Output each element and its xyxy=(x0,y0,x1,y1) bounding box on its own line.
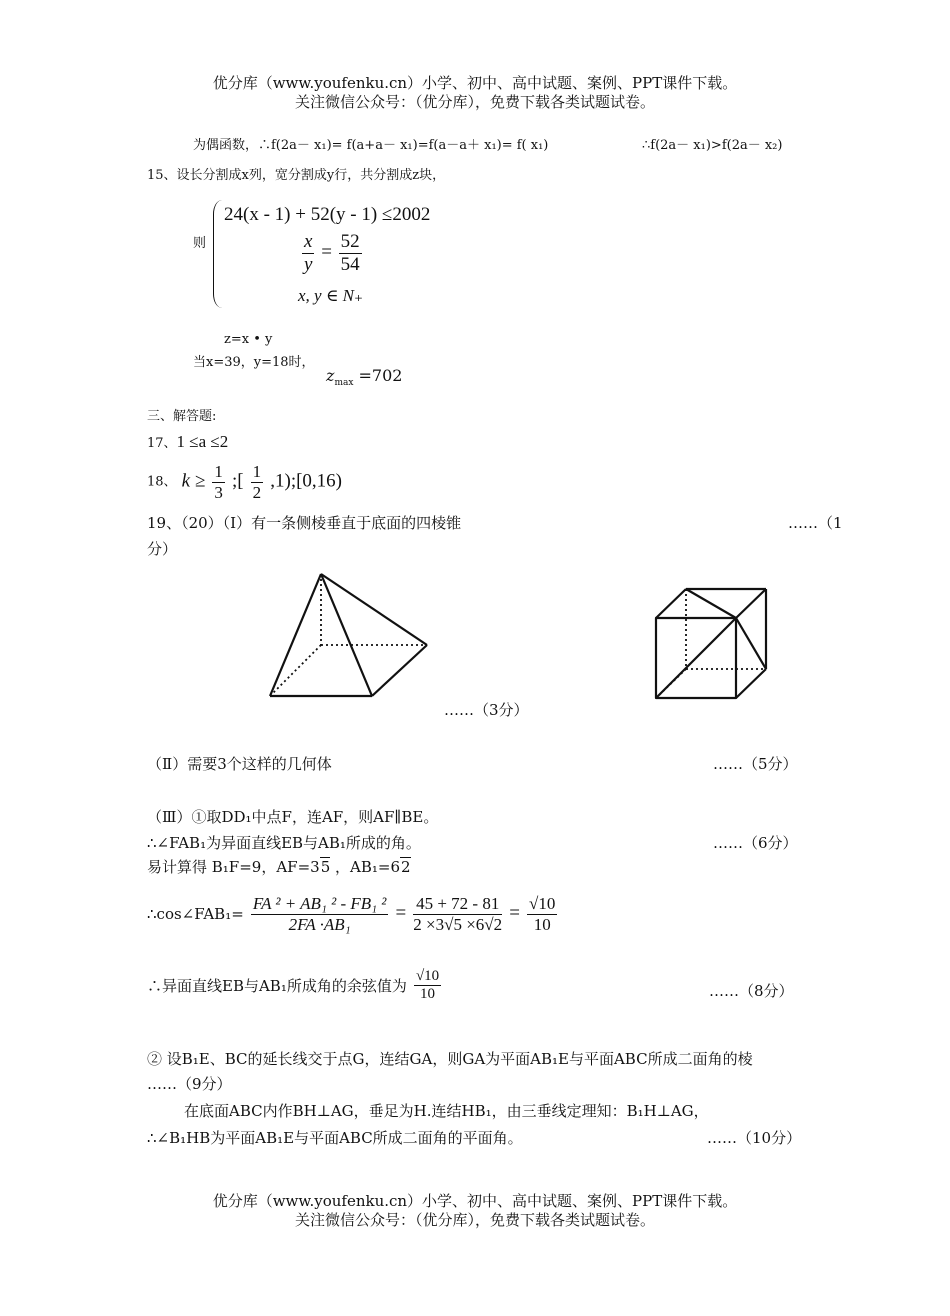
footer-line-1: 优分库（www.youfenku.cn）小学、初中、高中试题、案例、PPT课件下载。 xyxy=(212,1192,738,1210)
cube-hidden-edge xyxy=(656,669,686,698)
system-eq-1: 24(x - 1) + 52(y - 1) ≤2002 xyxy=(224,204,431,225)
eq2-num: x xyxy=(304,231,313,252)
eq2-eq: = xyxy=(321,241,332,263)
q17 xyxy=(147,432,228,452)
q15-when: 当x=39，y=18时， xyxy=(193,355,315,370)
cube-diagonal xyxy=(656,618,736,698)
system-eq-2 xyxy=(300,231,364,276)
part-3-line-1: （Ⅲ）①取DD₁中点F，连AF，则AF∥BE。 xyxy=(147,808,439,826)
pyramid-edge xyxy=(372,645,427,696)
q19-line-1: 19、（20）（Ⅰ）有一条侧棱垂直于底面的四棱锥 xyxy=(147,514,462,532)
score-6: ……（6分） xyxy=(713,834,798,852)
q18-tail: ,1);[0,16) xyxy=(270,470,343,492)
q18-f1-den: 3 xyxy=(214,482,223,502)
score-8: ……（8分） xyxy=(709,982,794,1000)
calc-sqrt-5: 5 xyxy=(320,858,331,876)
cube-edge xyxy=(656,589,686,618)
q17-label: 17、 xyxy=(147,436,177,451)
system-brace xyxy=(213,200,223,308)
zmax-sub: max xyxy=(334,378,354,389)
cube-diagonal xyxy=(736,618,766,669)
q14-tail-right: ∴f(2a－ x₁)>f(2a－ x₂) xyxy=(642,138,783,153)
cos-label: ∴cos∠FAB₁= xyxy=(147,905,244,924)
q17-expr: 1 ≤a ≤2 xyxy=(176,432,229,451)
eq2-rnum: 52 xyxy=(340,231,360,252)
score-9: ……（9分） xyxy=(147,1075,232,1093)
cube-diagonal xyxy=(686,589,736,618)
z-definition: z=x • y xyxy=(224,332,273,347)
cos-den-2: 2 ×3√5 ×6√2 xyxy=(413,914,503,934)
score-1b: 分） xyxy=(147,540,178,558)
part-2: （Ⅱ）需要3个这样的几何体 xyxy=(147,755,332,773)
answer-den: 10 xyxy=(420,986,436,1003)
answer-num: √10 xyxy=(414,968,441,986)
cos-den-3: 10 xyxy=(533,914,551,934)
cube-figure xyxy=(648,582,773,707)
score-5: ……（5分） xyxy=(713,755,798,773)
part-3-line-2: ∴∠FAB₁为异面直线EB与AB₁所成的角。 xyxy=(147,834,421,852)
score-3: ……（3分） xyxy=(444,701,529,719)
cos-eq: = xyxy=(395,902,407,924)
cube-edge xyxy=(736,669,766,698)
part-4-line-1: ② 设B₁E、BC的延长线交于点G，连结GA，则GA为平面AB₁E与平面ABC所成二面角的棱 xyxy=(147,1050,753,1068)
pyramid-figure xyxy=(260,565,440,705)
part-4-line-3: ∴∠B₁HB为平面AB₁E与平面ABC所成二面角的平面角。 xyxy=(147,1129,523,1147)
cos-formula xyxy=(147,894,559,934)
q18-k: k ≥ xyxy=(181,470,206,492)
section-3-title: 三、解答题: xyxy=(147,409,217,424)
eq2-den: y xyxy=(304,253,313,275)
cube-edge xyxy=(736,589,766,618)
pyramid-edge xyxy=(270,574,321,696)
zmax-expression xyxy=(326,366,402,389)
header-line-2: 关注微信公众号：（优分库），免费下载各类试题试卷。 xyxy=(294,93,655,111)
eq2-rden: 54 xyxy=(340,253,360,275)
q18-f2-den: 2 xyxy=(252,482,262,502)
calc-line xyxy=(147,858,411,876)
cos-answer-line xyxy=(147,968,443,1004)
q18-mid: ;[ xyxy=(231,470,244,492)
calc-part-a: 易计算得 B₁F=9，AF=3 xyxy=(147,858,320,876)
q18-f2-num: 1 xyxy=(252,462,262,481)
q15-intro: 15、设长分割成x列，宽分割成y行，共分割成z块， xyxy=(147,168,446,183)
header-line-1: 优分库（www.youfenku.cn）小学、初中、高中试题、案例、PPT课件下载。 xyxy=(212,74,738,92)
q18-label: 18、 xyxy=(147,474,177,490)
q15-ze: 则 xyxy=(193,236,207,251)
q18 xyxy=(147,462,342,502)
part-4-line-2: 在底面ABC内作BH⊥AG，垂足为H.连结HB₁，由三垂线定理知：B₁H⊥AG， xyxy=(184,1102,709,1120)
cos-num-3: √10 xyxy=(529,894,556,913)
cos-eq-2: = xyxy=(509,902,520,924)
cos-num: FA ² + AB₁ ² - FB₁ ² xyxy=(252,894,387,913)
cos-den: 2FA ·AB₁ xyxy=(288,914,351,934)
score-10: ……（10分） xyxy=(707,1129,802,1147)
pyramid-hidden-edge xyxy=(270,645,321,696)
cos-answer-text: ∴异面直线EB与AB₁所成角的余弦值为 xyxy=(147,976,407,995)
cos-num-2: 45 + 72 - 81 xyxy=(413,894,502,915)
footer-line-2: 关注微信公众号：（优分库），免费下载各类试题试卷。 xyxy=(294,1211,655,1229)
system-eq-3: x, y ∈ N₊ xyxy=(298,286,363,305)
q18-f1-num: 1 xyxy=(214,462,223,481)
zmax-z: z xyxy=(326,366,335,385)
q14-tail-left: 为偶函数，∴f(2a－ x₁)= f(a+a－ x₁)=f(a－a＋ x₁)= f( x₁) xyxy=(193,138,549,153)
calc-part-b: ，AB₁=6 xyxy=(330,858,400,876)
calc-sqrt-2: 2 xyxy=(400,858,411,876)
score-1a: ……（1 xyxy=(788,514,843,532)
zmax-value: =702 xyxy=(353,366,403,385)
